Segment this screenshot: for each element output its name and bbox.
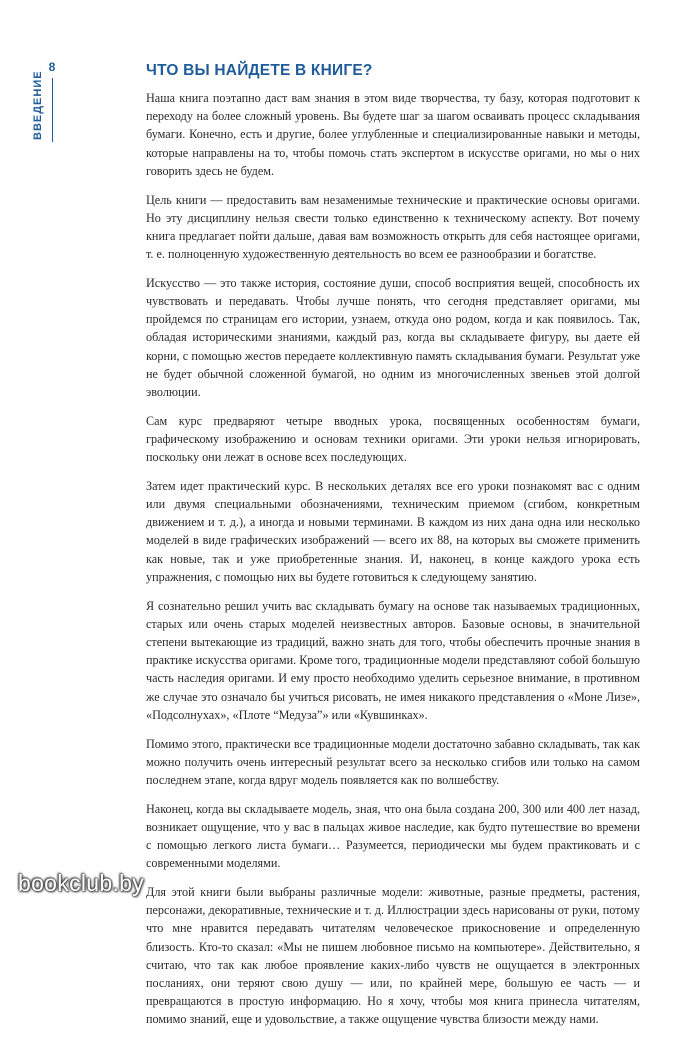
paragraph: Наконец, когда вы складываете модель, зная, что она была создана 200, 300 или 400 лет назад, возникает ощущение, что у вас в пальцах живое наследие, как будто путешествие во времени с помощью легкого листа бумаги… Разумеется, периодически мы будем практиковать и с современными моделями. — [146, 801, 640, 871]
section-divider — [52, 78, 53, 142]
paragraph: Я сознательно решил учить вас складывать бумагу на основе так называемых традиционных, старых или очень старых моделей неизвестных авторов. Базовые основы, в значительной степени вытекающие из традиций, важно знать для того, чтобы обеспечить прочные знания в практике искусства оригами. Кроме того, традиционные модели представляют собой большую часть наследия оригами. И ему просто необходимо уделить серьезное внимание, в противном же случае это означало бы учиться рисовать, не имея никакого представления о «Моне Лизе», «Подсолнухах», «Плоте “Медуза”» или «Кувшинках». — [146, 598, 640, 722]
paragraph: Для этой книги были выбраны различные модели: животные, разные предметы, растения, персонажи, декоративные, технические и т. д. Иллюстрации здесь нарисованы от руки, потому что мне нравится передавать читателям человеческое прикосновение и определенную близость. Кто-то сказал: «Мы не пишем любовное письмо на компьютере». Действительно, я считаю, что так как любое проявление каких-либо чувств не ощущается в электронных посланиях, они теряют свою душу — или, по крайней мере, большую ее часть — и превращаются в простую информацию. Но я хочу, чтобы моя книга принесла читателям, помимо знаний, еще и удовольствие, а также ощущение чувства близости между нами. — [146, 884, 640, 1027]
paragraph: Искусство — это также история, состояние души, способ восприятия вещей, способность их чувствовать и передавать. Чтобы лучше понять, что сегодня представляет оригами, мы пройдемся по страницам его истории, узнаем, откуда оно родом, когда и как появилось. Так, обладая историческими знаниями, каждый раз, когда вы складываете фигуру, вы даете ей корни, с помощью жестов передаете коллективную память складывания бумаги. Результат уже не будет обычной сложенной бумагой, но одним из многочисленных звеньев этой долгой эволюции. — [146, 275, 640, 400]
paragraph: Сам курс предваряют четыре вводных урока, посвященных особенностям бумаги, графическому изображению и основам техники оригами. Эти уроки нельзя игнорировать, поскольку они лежат в основе всех последующих. — [146, 413, 640, 465]
paragraph: Цель книги — предоставить вам незаменимые технические и практические основы оригами. Но эту дисциплину нельзя свести только единственно к техническому аспекту. Вот почему книга предлагает пойти дальше, давая вам возможность открыть для себя настоящее оригами, т. е. полноценную художественную деятельность во всем ее разнообразии и богатстве. — [146, 192, 640, 262]
page-number: 8 — [48, 60, 56, 74]
article-title: ЧТО ВЫ НАЙДЕТЕ В КНИГЕ? — [146, 62, 373, 79]
watermark-logo: bookclub.by — [18, 870, 145, 896]
section-label: ВВЕДЕНИЕ — [32, 70, 44, 140]
paragraph: Затем идет практический курс. В нескольких деталях все его уроки познакомят вас с одним или двумя специальными обозначениями, техническим приемом (сгибом, конкретным движением и т. д.), а иногда и новыми терминами. В каждом из них дана одна или несколько моделей в виде графических изображений — всего их 88, на которых вы сможете применить как новые, так и уже приобретенные знания. И, наконец, в конце каждого урока есть упражнения, с помощью них вы будете готовиться к следующему занятию. — [146, 478, 640, 584]
paragraph: Наша книга поэтапно даст вам знания в этом виде творчества, ту базу, которая подготовит к переходу на более сложный уровень. Вы будете шаг за шагом осваивать процесс складывания бумаги. Конечно, есть и другие, более углубленные и специализированные навыки и методы, которые направлены на то, чтобы помочь стать экспертом в искусстве оригами, но мы о них говорить здесь не будем. — [146, 91, 640, 178]
paragraph: Помимо этого, практически все традиционные модели достаточно забавно складывать, так как можно получить очень интересный результат всего за несколько сгибов или только на самом последнем этапе, когда вдруг модель появляется как по волшебству. — [146, 736, 640, 787]
article-body — [146, 62, 640, 1039]
